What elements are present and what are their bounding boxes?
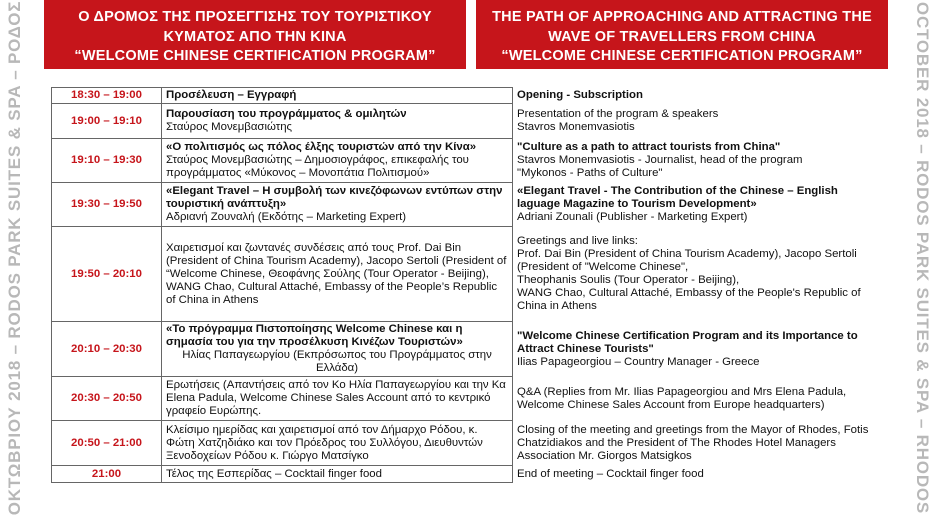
- greek-title-banner: [44, 0, 466, 69]
- schedule-greek-cell: [162, 227, 513, 322]
- english-session-title: "Culture as a path to attract tourists from China": [517, 141, 781, 153]
- schedule-row: [52, 139, 884, 183]
- english-session-detail: Prof. Dai Bin (President of China Tourism Academy), Jacopo Sertoli (President of "Welcome Chinese",: [517, 248, 857, 273]
- schedule-time: 19:10 – 19:30: [52, 139, 162, 183]
- schedule-time: 20:30 – 20:50: [52, 377, 162, 421]
- schedule-greek-cell: [162, 322, 513, 377]
- greek-session-title: Προσέλευση – Εγγραφή: [166, 89, 297, 101]
- english-title-line-1: THE PATH OF APPROACHING AND ATTRACTING THE: [492, 9, 872, 25]
- english-session-detail: Stavros Monemvasiotis: [517, 121, 635, 133]
- english-session-detail: Presentation of the program & speakers: [517, 108, 719, 120]
- schedule-time: 18:30 – 19:00: [52, 88, 162, 104]
- right-vertical-caption-text: OCTOBER 2018 – RODOS PARK SUITES & SPA – RHODOS: [913, 1, 932, 515]
- english-session-title: Opening - Subscription: [517, 89, 643, 101]
- schedule-english-cell: [513, 88, 884, 104]
- english-session-detail: Closing of the meeting and greetings from the Mayor of Rhodes, Fotis Chatzidiakos and the President of The Rhodes Hotel Managers Association Mr. Giorgos Matsigkos: [517, 423, 869, 462]
- left-vertical-caption-text: ΟΚΤΩΒΡΙΟΥ 2018 – RODOS PARK SUITES & SPA – ΡΟΔΟΣ: [5, 0, 24, 516]
- english-session-title: "Welcome Chinese Certification Program and its Importance to Attract Chinese Tourists": [517, 329, 858, 355]
- schedule-greek-cell: [162, 466, 513, 483]
- english-session-detail: Theophanis Soulis (Tour Operator - Beijing),: [517, 274, 740, 286]
- greek-session-detail: Σταύρος Μονεμβασιώτης – Δημοσιογράφος, επικεφαλής του προγράμματος «Μύκονος – Μονοπάτια Πολιτισμού»: [166, 154, 469, 179]
- schedule-greek-cell: [162, 183, 513, 227]
- english-session-detail: Stavros Monemvasiotis - Journalist, head of the program: [517, 154, 803, 166]
- schedule-greek-cell: [162, 104, 513, 139]
- greek-session-detail: Αδριανή Ζουναλή (Εκδότης – Marketing Expert): [166, 211, 407, 223]
- english-session-title: «Elegant Travel - The Contribution of the Chinese – English laguage Magazine to Tourism Development»: [517, 185, 838, 210]
- schedule-greek-cell: [162, 377, 513, 421]
- schedule-row: [52, 104, 884, 139]
- schedule-greek-cell: [162, 88, 513, 104]
- greek-session-detail: Ερωτήσεις (Απαντήσεις από τον Κο Ηλία Παπαγεωργίου και την Κα Elena Padula, Welcome Chinese Sales Account από το κεντρικό γραφείο Ευρώπης.: [166, 379, 506, 417]
- schedule-time: 21:00: [52, 466, 162, 483]
- schedule-time: 19:00 – 19:10: [52, 104, 162, 139]
- schedule-row: [52, 227, 884, 322]
- english-session-detail: "Mykonos - Paths of Culture": [517, 167, 663, 179]
- greek-session-detail: Ηλίας Παπαγεωργίου (Εκπρόσωπος του Προγράμματος στην Ελλάδα): [182, 349, 492, 374]
- greek-title-line-3: “WELCOME CHINESE CERTIFICATION PROGRAM”: [74, 48, 436, 64]
- schedule-english-cell: [513, 322, 884, 377]
- greek-session-detail: Χαιρετισμοί και ζωντανές συνδέσεις από τους Prof. Dai Bin (President of China Tourism Academy), Jacopo Sertoli (President of “Welcome Chinese, Θεοφάνης Σούλης (Tour Operator - Beijing), WANG Chao, Cultural Attaché, Embassy of the People’s Republic of China in Athens: [166, 241, 507, 306]
- schedule-greek-cell: [162, 139, 513, 183]
- english-session-detail: Adriani Zounali (Publisher - Marketing Expert): [517, 211, 748, 223]
- schedule-english-cell: [513, 227, 884, 322]
- greek-session-title: «Το πρόγραμμα Πιστοποίησης Welcome Chinese και η σημασία του για την προσέλκυση Κινέζων Τουριστών»: [166, 323, 463, 348]
- schedule-row: [52, 183, 884, 227]
- greek-session-detail: Κλείσιμο ημερίδας και χαιρετισμοί από τον Δήμαρχο Ρόδου, κ. Φώτη Χατζηδιάκο και τον Πρόεδρος του Συλλόγου, Διευθυντών Ξενοδοχείων Ρόδου κ. Γιώργο Ματσίγκο: [166, 423, 483, 462]
- schedule-english-cell: [513, 183, 884, 227]
- english-title-line-3: “WELCOME CHINESE CERTIFICATION PROGRAM”: [501, 48, 863, 64]
- schedule-english-cell: [513, 421, 884, 466]
- schedule-row: [52, 88, 884, 104]
- schedule-time: 19:30 – 19:50: [52, 183, 162, 227]
- schedule-row: [52, 377, 884, 421]
- schedule-english-cell: [513, 104, 884, 139]
- schedule-english-cell: [513, 377, 884, 421]
- greek-title-line-2: ΚΥΜΑΤΟΣ ΑΠΟ ΤΗΝ ΚΙΝΑ: [163, 28, 347, 45]
- schedule-english-cell: [513, 139, 884, 183]
- greek-session-title: «Elegant Travel – Η συμβολή των κινεζόφωνων εντύπων στην τουριστική ανάπτυξη»: [166, 185, 503, 210]
- schedule-row: [52, 421, 884, 466]
- schedule-time: 20:50 – 21:00: [52, 421, 162, 466]
- right-vertical-caption: [907, 0, 937, 516]
- schedule-time: 20:10 – 20:30: [52, 322, 162, 377]
- schedule-row: [52, 322, 884, 377]
- schedule-body: [52, 88, 884, 483]
- english-session-detail: WANG Chao, Cultural Attaché, Embassy of the People's Republic of China in Athens: [517, 287, 861, 312]
- greek-session-detail: Τέλος της Εσπερίδας – Cocktail finger food: [166, 467, 382, 480]
- english-session-detail: Ilias Papageorgiou – Country Manager - Greece: [517, 355, 760, 368]
- schedule-table: [51, 87, 884, 483]
- english-session-detail: Q&A (Replies from Mr. Ilias Papageorgiou and Mrs Elena Padula, Welcome Chinese Sales Account from Europe headquarters): [517, 385, 847, 411]
- schedule-greek-cell: [162, 421, 513, 466]
- left-vertical-caption: [0, 0, 30, 516]
- schedule-row: [52, 466, 884, 483]
- greek-session-title: «Ο πολιτισμός ως πόλος έλξης τουριστών από την Κίνα»: [166, 141, 477, 153]
- schedule-time: 19:50 – 20:10: [52, 227, 162, 322]
- greek-session-title: Παρουσίαση του προγράμματος & ομιλητών: [166, 108, 407, 120]
- english-title-line-2: WAVE OF TRAVELLERS FROM CHINA: [548, 28, 816, 45]
- greek-session-detail: Σταύρος Μονεμβασιώτης: [166, 121, 293, 133]
- greek-title-line-1: Ο ΔΡΟΜΟΣ ΤΗΣ ΠΡΟΣΕΓΓΙΣΗΣ ΤΟΥ ΤΟΥΡΙΣΤΙΚΟΥ: [78, 9, 432, 25]
- english-session-detail: Greetings and live links:: [517, 235, 638, 247]
- schedule-english-cell: [513, 466, 884, 483]
- english-session-detail: End of meeting – Cocktail finger food: [517, 467, 704, 480]
- english-title-banner: [476, 0, 888, 69]
